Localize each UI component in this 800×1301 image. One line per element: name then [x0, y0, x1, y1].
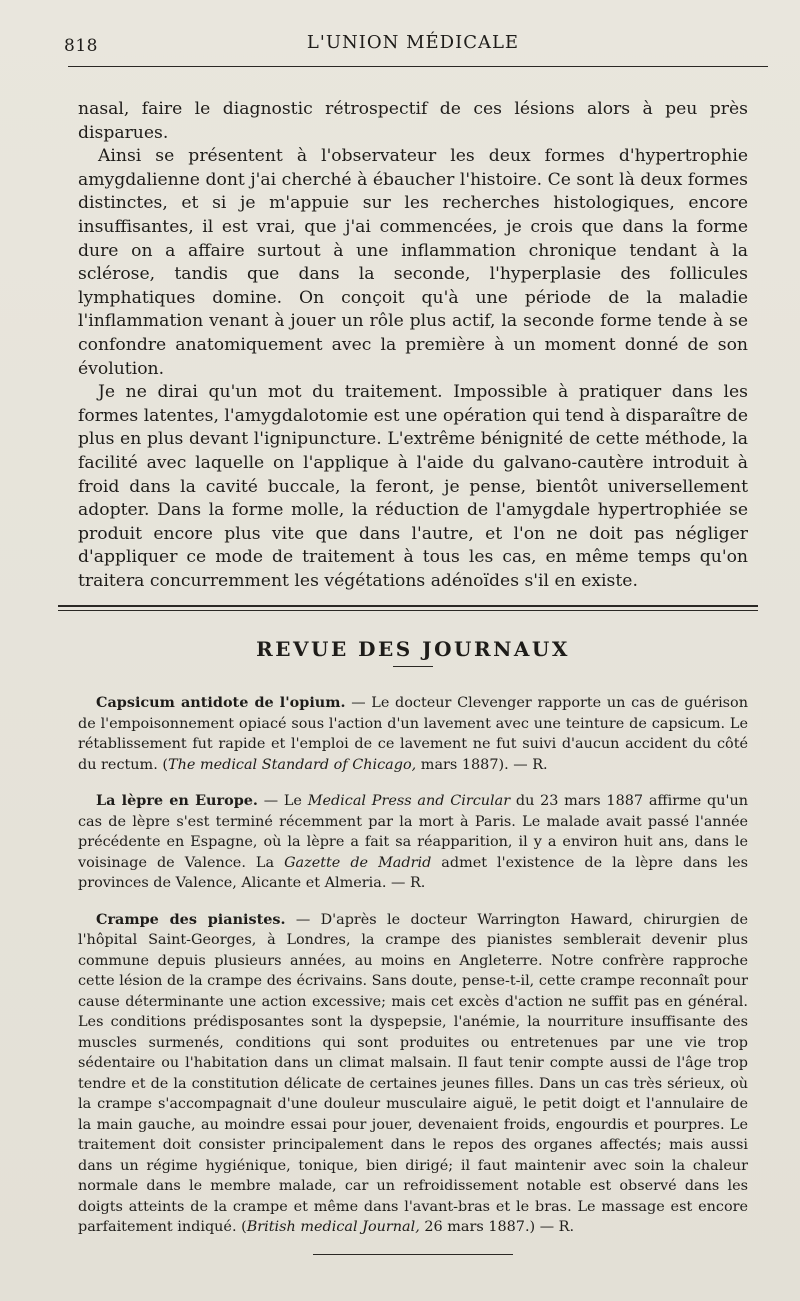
review-source: The medical Standard of Chicago,: [167, 756, 417, 773]
review-text: admet l'existence de la lèpre dans les provinces de Valence, Alicante et Almeria. — R.: [78, 854, 749, 892]
review-text: — Le docteur Clevenger rapporte un cas de guérison de l'empoisonnement opiacé sous l'action d'un lavement avec une teinture de capsicum. Le rétablissement fut rapide et l'emploi de ce lavement ne fut suivi d'aucun accident du côté du rectum. (: [78, 695, 748, 773]
page-number: 818: [64, 36, 98, 56]
paragraph: Ainsi se présentent à l'observateur les deux formes d'hypertrophie amygdalienne dont j'ai cherché à ébaucher l'histoire. Ce sont là deux formes distinctes, et si je m'appuie sur les recherches histologiques, encore insuffisantes, il est vrai, que j'ai commencées, je crois que dans la forme dure on a affaire surtout à une inflammation chronique tendant à la sclérose, tandis que dans la seconde, l'hyperplasie des follicules lymphatiques domine. On conçoit qu'à une période de la maladie l'inflammation venant à jouer un rôle plus actif, la seconde forme tende à se confondre anatomiquement avec la première à un moment donné de son évolution.: [78, 146, 748, 379]
running-head: L'UNION MÉDICALE: [306, 32, 520, 53]
section-divider: [58, 605, 758, 607]
review-source: British medical Journal,: [246, 1219, 420, 1236]
review-heading: Crampe des pianistes.: [96, 910, 286, 928]
section-title: REVUE DES JOURNAUX: [256, 637, 570, 662]
review-item: [78, 693, 748, 775]
paragraph: Je ne dirai qu'un mot du traitement. Impossible à pratiquer dans les formes latentes, l'amygdalotomie est une opération qui tend à disparaître de plus en plus devant l'ignipuncture. L'extrême bénignité de cette méthode, la facilité avec laquelle on l'applique à l'aide du galvano-cautère introduit à froid dans la cavité buccale, la feront, je pense, bientôt universellement adopter. Dans la forme molle, la réduction de l'amygdale hypertrophiée se produit encore plus vite que dans l'autre, et l'on ne doit pas négliger d'appliquer ce mode de traitement à tous les cas, en même temps qu'on traitera concurremment les végétations adénoïdes s'il en existe.: [78, 382, 748, 591]
review-text: mars 1887). — R.: [416, 756, 548, 773]
review-text: 26 mars 1887.) — R.: [419, 1219, 575, 1236]
title-underline: [393, 666, 433, 667]
page-header: [64, 26, 748, 66]
footer-rule: [313, 1254, 513, 1255]
header-rule: [68, 66, 768, 67]
review-list: [78, 693, 748, 1238]
review-source: Medical Press and Circular: [307, 793, 511, 810]
review-item: [78, 791, 748, 894]
review-item: [78, 910, 748, 1238]
review-text: — Le: [257, 793, 308, 810]
review-source: Gazette de Madrid: [284, 854, 432, 871]
review-text: — D'après le docteur Warrington Haward, chirurgien de l'hôpital Saint-Georges, à Londres, la crampe des pianistes semblerait devenir plus commune depuis plusieurs années, au moins en Angleterre. Notre confrère rapproche cette lésion de la crampe des écrivains. Sans doute, pense-t-il, cette crampe reconnaît pour cause déterminante une action excessive; mais cet excès d'action ne suffit pas en général. Les conditions prédisposantes sont la dyspepsie, l'anémie, la nourriture insuffisante des muscles surmenés, conditions qui sont produites ou entretenues par une vie trop sédentaire ou l'habitation dans un climat malsain. Il faut tenir compte aussi de l'âge trop tendre et de la constitution délicate de certaines jeunes filles. Dans un cas très sérieux, où la crampe s'accompagnait d'une douleur musculaire aiguë, le petit doigt et l'annulaire de la main gauche, au moindre essai pour jouer, devenaient froids, engourdis et pourpres. Le traitement doit consister principalement dans le repos des organes affectés; mais aussi dans un régime hygiénique, tonique, bien dirigé; il faut maintenir avec soin la chaleur normale dans le membre malade, car un refroidissement notable est observé dans les doigts atteints de la crampe et même dans l'avant-bras et le bras. Le massage est encore parfaitement indiqué. (: [78, 911, 748, 1236]
paragraph: nasal, faire le diagnostic rétrospectif de ces lésions alors à peu près disparues.: [78, 99, 748, 143]
review-heading: La lèpre en Europe.: [96, 792, 258, 810]
section-divider: [58, 610, 758, 611]
article-body: [78, 98, 748, 593]
review-text: du 23 mars 1887 affirme qu'un cas de lèpre s'est terminé récemment par la mort à Paris. Le malade avait passé l'année précédente en Espagne, où la lèpre a fait sa réapparition, il y a environ huit ans, dans le voisinage de Valence. La: [78, 793, 749, 871]
review-heading: Capsicum antidote de l'opium.: [96, 694, 346, 712]
